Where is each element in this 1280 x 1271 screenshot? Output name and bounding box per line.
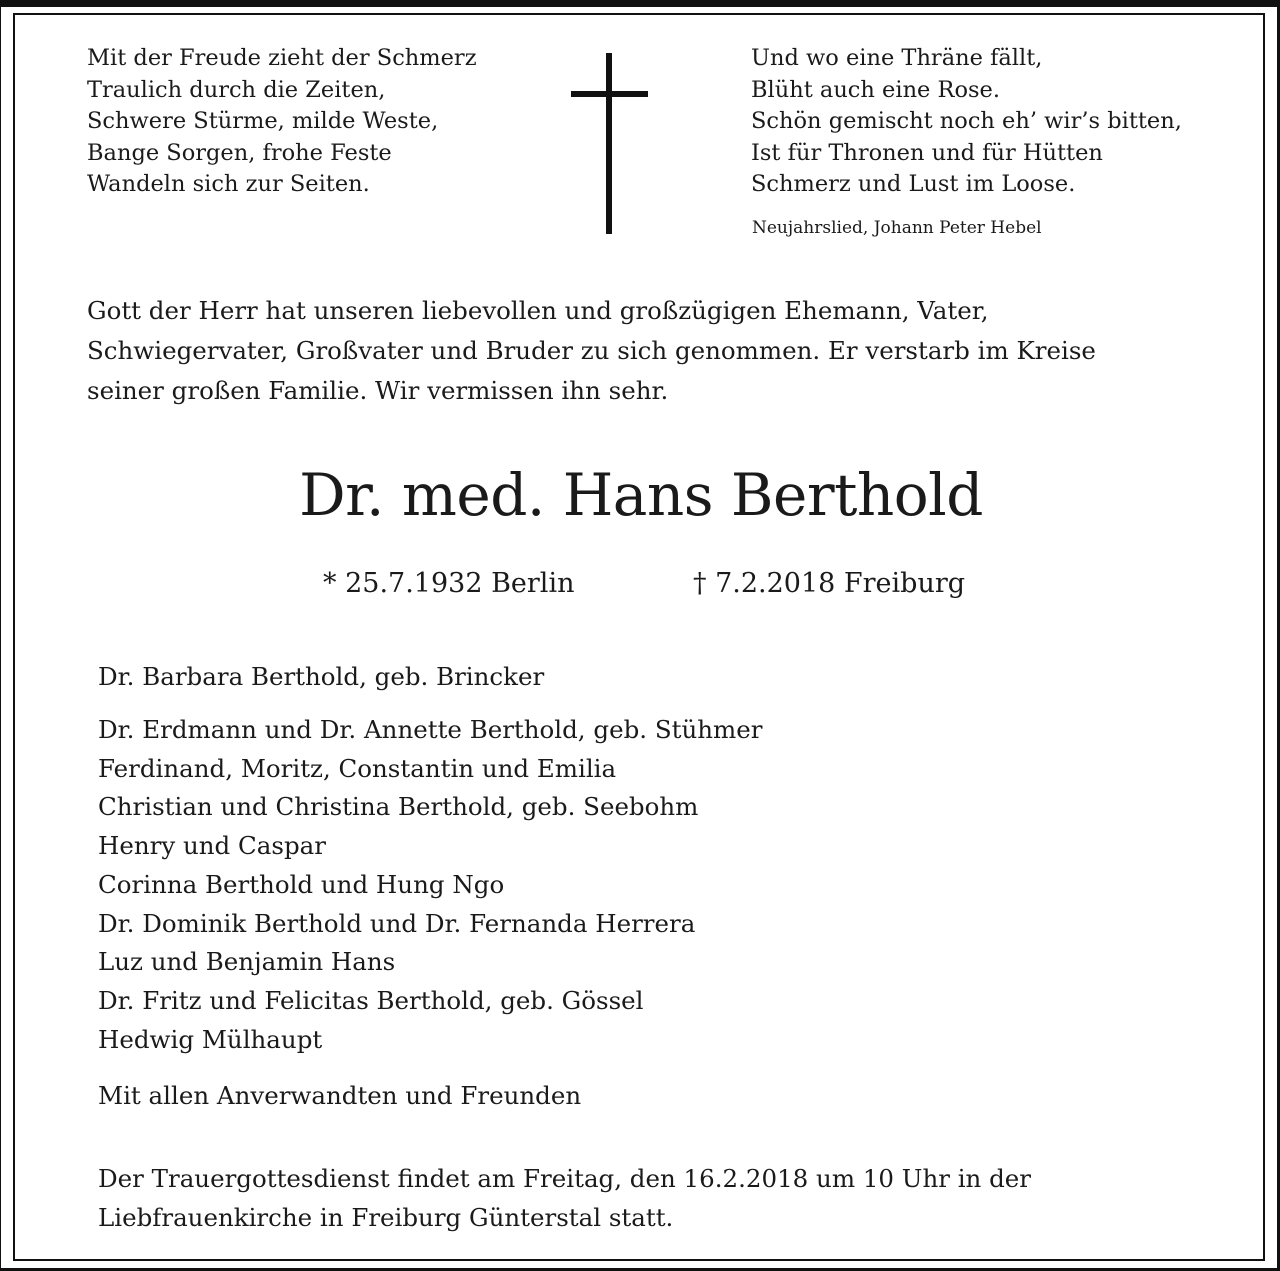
intro-paragraph bbox=[87, 291, 1197, 411]
poem-line: Schwere Stürme, milde Weste, bbox=[87, 108, 439, 134]
poem-attribution: Neujahrslied, Johann Peter Hebel bbox=[752, 218, 1042, 238]
poem-line: Bange Sorgen, frohe Feste bbox=[87, 139, 392, 166]
poem-line: Mit der Freude zieht der Schmerz bbox=[87, 45, 477, 71]
death-date: † 7.2.2018 Freiburg bbox=[693, 568, 966, 599]
family-member: Hedwig Mülhaupt bbox=[98, 1024, 323, 1054]
service-line: Der Trauergottesdienst findet am Freitag, den 16.2.2018 um 10 Uhr in der bbox=[98, 1164, 1032, 1193]
poem-line: Und wo eine Thräne fällt, bbox=[751, 45, 1043, 71]
poem-line: Ist für Thronen und für Hütten bbox=[751, 139, 1103, 166]
family-member: Christian und Christina Berthold, geb. Seebohm bbox=[98, 792, 699, 822]
family-member: Corinna Berthold und Hung Ngo bbox=[98, 869, 505, 899]
poem-line: Traulich durch die Zeiten, bbox=[87, 76, 386, 103]
family-closing-line: Mit allen Anverwandten und Freunden bbox=[98, 1081, 582, 1110]
service-line: Liebfrauenkirche in Freiburg Günterstal statt. bbox=[98, 1203, 674, 1232]
family-member: Dr. Fritz und Felicitas Berthold, geb. Gössel bbox=[98, 985, 644, 1015]
funeral-service-info bbox=[98, 1159, 1031, 1237]
intro-line: Gott der Herr hat unseren liebevollen und großzügigen Ehemann, Vater, bbox=[87, 296, 989, 325]
poem-line: Schmerz und Lust im Loose. bbox=[751, 171, 1076, 197]
family-spouse: Dr. Barbara Berthold, geb. Brincker bbox=[98, 662, 545, 691]
family-member: Luz und Benjamin Hans bbox=[98, 947, 396, 977]
family-member: Henry und Caspar bbox=[98, 831, 326, 861]
poem-line: Schön gemischt noch eh’ wir’s bitten, bbox=[751, 108, 1182, 134]
family-member: Dr. Erdmann und Dr. Annette Berthold, geb. Stühmer bbox=[98, 715, 763, 744]
poem-line: Wandeln sich zur Seiten. bbox=[87, 171, 370, 197]
family-member: Ferdinand, Moritz, Constantin und Emilia bbox=[98, 753, 617, 783]
family-member: Dr. Dominik Berthold und Dr. Fernanda Herrera bbox=[98, 908, 696, 938]
intro-line: seiner großen Familie. Wir vermissen ihn sehr. bbox=[87, 376, 669, 405]
deceased-name: Dr. med. Hans Berthold bbox=[299, 461, 983, 529]
family-members-list bbox=[98, 711, 762, 1059]
poem-left-stanza bbox=[87, 43, 477, 201]
intro-line: Schwiegervater, Großvater und Bruder zu sich genommen. Er verstarb im Kreise bbox=[87, 336, 1096, 365]
poem-line: Blüht auch eine Rose. bbox=[751, 76, 1001, 103]
cross-icon bbox=[571, 53, 648, 234]
poem-right-stanza bbox=[751, 43, 1182, 201]
birth-date: * 25.7.1932 Berlin bbox=[323, 568, 575, 599]
